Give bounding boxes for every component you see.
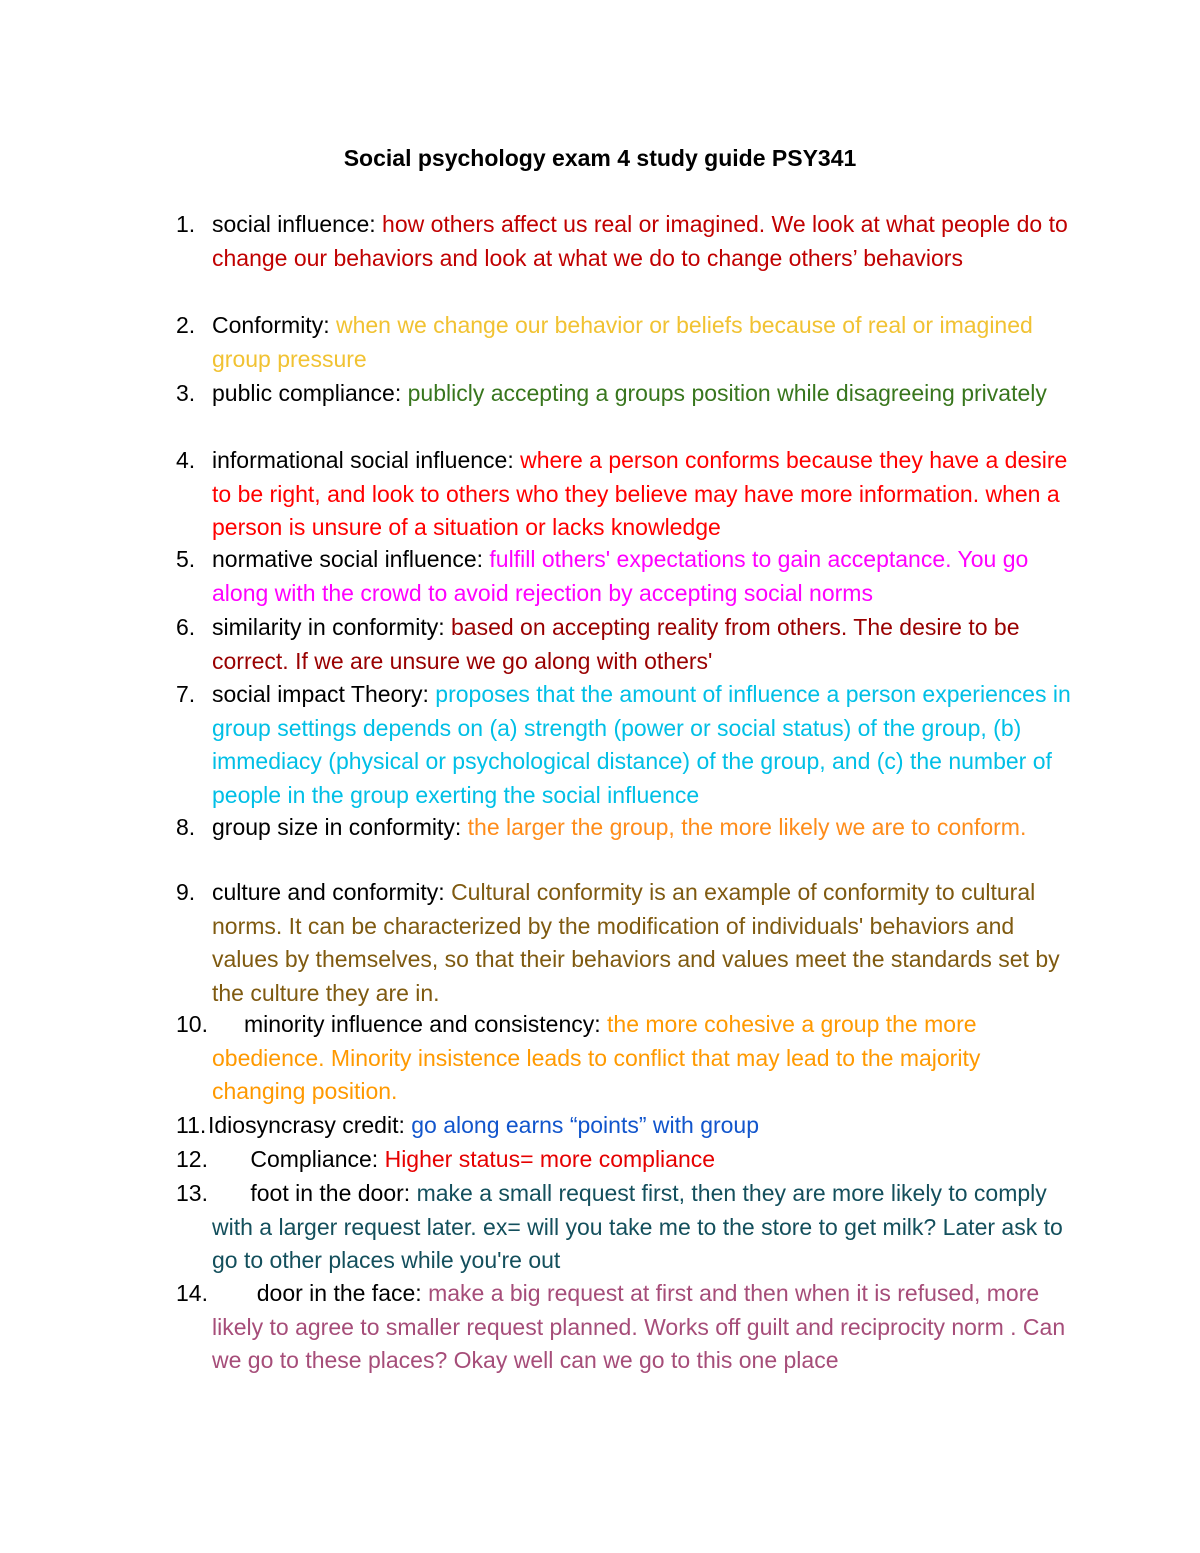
item-number: 8.: [176, 814, 196, 840]
item-term: similarity in conformity:: [212, 614, 451, 640]
item-term: culture and conformity:: [212, 879, 452, 905]
item-term: normative social influence:: [212, 546, 490, 572]
item-term: informational social influence:: [212, 447, 521, 473]
item-definition: make a big request at first and then when it is refused, more likely to agree to smaller request planned. Works off guilt and reciprocity norm . Can we go to these places? Okay well can we go to this one place: [212, 1280, 1066, 1373]
item-term: Conformity:: [212, 312, 336, 338]
item-definition: Cultural conformity is an example of conformity to cultural norms. It can be characterized by the modification of individuals' behaviors and values by themselves, so that their behaviors and values meet the standards set by the culture they are in.: [212, 879, 1060, 1006]
list-item: [176, 1277, 1076, 1378]
item-term: door in the face:: [212, 1280, 429, 1306]
list-item: [176, 811, 1076, 845]
item-definition: proposes that the amount of influence a person experiences in group settings depends on (a) strength (power or social status) of the group, (b) immediacy (physical or psychological distance) of the group, and (c) the number of people in the group exerting the social influence: [212, 681, 1071, 808]
item-term: Compliance:: [212, 1146, 385, 1172]
item-term: public compliance:: [212, 380, 408, 406]
item-number: 13.: [176, 1180, 208, 1206]
item-number: 12.: [176, 1146, 208, 1172]
item-definition: go along earns “points” with group: [411, 1112, 760, 1138]
item-number: 5.: [176, 546, 196, 572]
item-definition: based on accepting reality from others. The desire to be correct. If we are unsure we go along with others': [212, 614, 1020, 674]
list-item: [176, 1143, 1076, 1177]
list-item: [176, 1109, 1076, 1143]
item-number: 3.: [176, 380, 196, 406]
item-term: foot in the door:: [212, 1180, 417, 1206]
list-item: [176, 611, 1076, 678]
item-definition: fulfill others' expectations to gain acceptance. You go along with the crowd to avoid rejection by accepting social norms: [212, 546, 1029, 606]
item-term: social impact Theory:: [212, 681, 436, 707]
item-number: 4.: [176, 447, 196, 473]
item-number: 6.: [176, 614, 196, 640]
item-term: social influence:: [212, 211, 383, 237]
item-definition: the larger the group, the more likely we are to conform.: [467, 814, 1027, 840]
list-item: [176, 208, 1076, 275]
item-number: 7.: [176, 681, 196, 707]
list-item: [176, 678, 1076, 812]
item-definition: when we change our behavior or beliefs because of real or imagined group pressure: [212, 312, 1033, 372]
list-item: [176, 876, 1076, 1010]
item-definition: how others affect us real or imagined. We look at what people do to change our behaviors and look at what we do to change others’ behaviors: [212, 211, 1068, 271]
item-number: 11.: [176, 1112, 207, 1138]
item-definition: publicly accepting a groups position while disagreeing privately: [407, 380, 1047, 406]
item-number: 9.: [176, 879, 196, 905]
item-term: Idiosyncrasy credit:: [208, 1112, 412, 1138]
item-number: 1.: [176, 211, 196, 237]
list-item: [176, 1177, 1076, 1278]
item-term: minority influence and consistency:: [212, 1011, 608, 1037]
item-definition: make a small request first, then they are more likely to comply with a larger request later. ex= will you take me to the store to get milk? Later ask to go to other places while you're out: [212, 1180, 1063, 1273]
item-definition: Higher status= more compliance: [384, 1146, 716, 1172]
item-number: 2.: [176, 312, 196, 338]
list-item: [176, 543, 1076, 610]
document-title: Social psychology exam 4 study guide PSY341: [343, 145, 857, 171]
list-item: [176, 1008, 1076, 1109]
item-definition: the more cohesive a group the more obedience. Minority insistence leads to conflict that may lead to the majority changing position.: [212, 1011, 981, 1104]
item-definition: where a person conforms because they have a desire to be right, and look to others who they believe may have more information. when a person is unsure of a situation or lacks knowledge: [212, 447, 1068, 540]
item-number: 14.: [176, 1280, 208, 1306]
item-number: 10.: [176, 1011, 208, 1037]
list-item: [176, 377, 1076, 411]
list-item: [176, 309, 1076, 376]
item-term: group size in conformity:: [212, 814, 468, 840]
list-item: [176, 444, 1076, 545]
